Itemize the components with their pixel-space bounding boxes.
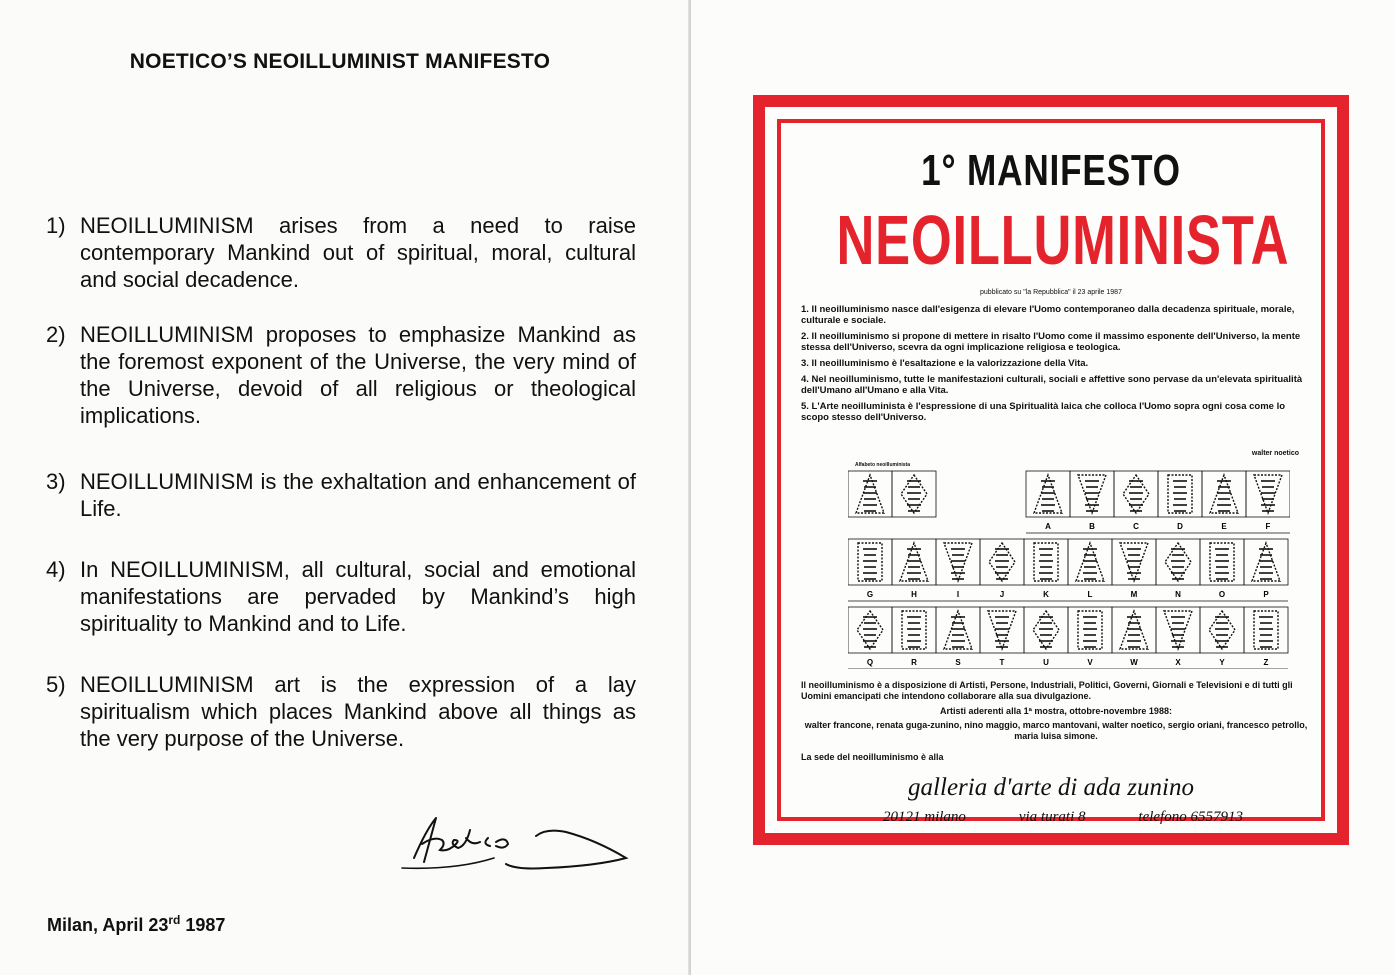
item-text: In NEOILLUMINISM, all cultural, social and emotional manifestations are pervaded by Mankind’s high spirituality to Mankind and to Life.	[80, 557, 636, 636]
alphabet-cell-box	[1070, 471, 1114, 517]
alphabet-cell	[936, 539, 980, 599]
alphabet-cell-box	[980, 607, 1024, 653]
alphabet-letter-label: B	[1089, 522, 1095, 531]
left-page	[0, 0, 690, 975]
alphabet-cell	[936, 607, 980, 667]
alphabet-letter-label: J	[999, 590, 1005, 599]
item-number: 1)	[46, 213, 66, 238]
alphabet-letter-label: T	[999, 658, 1005, 667]
gallery-address	[883, 809, 1243, 826]
alphabet-letter-label: N	[1175, 590, 1181, 599]
alphabet-cell-box	[980, 539, 1024, 585]
alphabet-cell-box	[848, 607, 892, 653]
address-street: via turati 8	[1018, 809, 1086, 825]
alphabet-cell	[1244, 607, 1288, 667]
alphabet-letter-label: L	[1087, 590, 1093, 599]
alphabet-cell	[1068, 539, 1112, 599]
manifesto-poster	[753, 95, 1349, 845]
alphabet-letter-label: Q	[866, 658, 874, 667]
poster-publication-note: pubblicato su "la Repubblica" il 23 aprile 1987	[980, 289, 1122, 296]
alphabet-cell-box	[1024, 607, 1068, 653]
poster-footer	[801, 680, 1311, 763]
poster-item: 4. Nel neoilluminismo, tutte le manifestazioni culturali, sociali e affettive sono pervase da un'elevata spiritualità dell'Umano all'Umano e alla Vita.	[801, 374, 1303, 396]
page-title: NOETICO’S NEOILLUMINIST MANIFESTO	[129, 50, 551, 73]
alphabet-cell-box	[1202, 471, 1246, 517]
poster-title-line1: 1° MANIFESTO	[921, 146, 1181, 195]
seat-text: La sede del neoilluminismo è alla	[801, 752, 944, 762]
alphabet-cell	[1070, 471, 1114, 531]
alphabet-letter-label: O	[1218, 590, 1226, 599]
alphabet-cell-box	[1246, 471, 1290, 517]
alphabet-cell	[1026, 471, 1070, 531]
alphabet-cell-box	[1112, 539, 1156, 585]
alphabet-cell-box	[1200, 539, 1244, 585]
alphabet-letter-label: E	[1221, 522, 1227, 531]
alphabet-cell	[1112, 539, 1156, 599]
alphabet-cell-box	[1112, 607, 1156, 653]
item-text: NEOILLUMINISM art is the expression of a lay spiritualism which places Mankind above all things as the very purpose of the Universe.	[80, 672, 636, 751]
alphabet-letter-label: R	[911, 658, 917, 667]
address-phone: telefono 6557913	[1138, 809, 1243, 825]
alphabet-cell-box	[848, 539, 892, 585]
neoilluminist-alphabet	[848, 465, 1290, 669]
item-number: 5)	[46, 672, 66, 697]
alphabet-cell	[1200, 539, 1244, 599]
alphabet-cell	[892, 539, 936, 599]
date-prefix: Milan, April 23	[47, 915, 169, 935]
alphabet-cell	[1200, 607, 1244, 667]
alphabet-cell-box	[1068, 539, 1112, 585]
alphabet-cell	[1246, 471, 1290, 531]
alphabet-cell	[848, 539, 892, 599]
alphabet-letter-label: H	[911, 590, 917, 599]
alphabet-cell-box	[1024, 539, 1068, 585]
alphabet-cell	[892, 607, 936, 667]
alphabet-letter-label: A	[1045, 522, 1051, 531]
poster-item: 2. Il neoilluminismo si propone di mettere in risalto l'Uomo come il massimo esponente dell'Universo, la mente stessa dell'Universo, scevra da ogni implicazione religiosa e teologica.	[801, 331, 1301, 353]
alphabet-letter-label: D	[1177, 522, 1183, 531]
alphabet-cell-box	[1158, 471, 1202, 517]
alphabet-cell-box	[1068, 607, 1112, 653]
item-text: NEOILLUMINISM is the exhaltation and enhancement of Life.	[80, 469, 636, 521]
alphabet-cell-box	[1156, 539, 1200, 585]
alphabet-cell	[1112, 607, 1156, 667]
alphabet-letter-label: U	[1043, 658, 1049, 667]
alphabet-cell	[1156, 607, 1200, 667]
artists-title: Artisti aderenti alla 1ª mostra, ottobre-novembre 1988:	[940, 706, 1172, 716]
alphabet-letter-label: S	[955, 658, 961, 667]
alphabet-cell-box	[1244, 607, 1288, 653]
manifesto-item	[46, 468, 636, 522]
alphabet-cell	[980, 539, 1024, 599]
alphabet-letter-label: Z	[1263, 658, 1269, 667]
alphabet-cell-box	[936, 607, 980, 653]
alphabet-cell	[1068, 607, 1112, 667]
date-line	[47, 913, 225, 936]
alphabet-letter-label: I	[956, 590, 960, 599]
manifesto-item	[46, 212, 636, 293]
alphabet-cell-box	[1200, 607, 1244, 653]
alphabet-cell	[1156, 539, 1200, 599]
poster-author: walter noetico	[1251, 450, 1299, 457]
alphabet-cell-box	[1244, 539, 1288, 585]
alphabet-cell	[1024, 607, 1068, 667]
alphabet-letter-label: C	[1133, 522, 1139, 531]
item-number: 3)	[46, 469, 66, 494]
alphabet-cell-box	[1026, 471, 1070, 517]
alphabet-cell	[1244, 539, 1288, 599]
poster-item: 3. Il neoilluminismo è l'esaltazione e la valorizzazione della Vita.	[801, 358, 1089, 369]
item-text: NEOILLUMINISM proposes to emphasize Mankind as the foremost exponent of the Universe, the very mind of the Universe, devoid of all religious or theological implications.	[80, 322, 636, 428]
poster-item: 1. Il neoilluminismo nasce dall'esigenza di elevare l'Uomo contemporaneo dalla decadenza spirituale, morale, culturale e sociale.	[801, 304, 1295, 326]
manifesto-item	[46, 556, 636, 637]
poster-title-line2: NEOILLUMINISTA	[836, 201, 1290, 279]
alphabet-intro-glyphs	[848, 471, 936, 517]
signature	[396, 800, 640, 880]
date-year: 1987	[185, 915, 226, 935]
alphabet-cell	[848, 607, 892, 667]
alphabet-letter-label: W	[1130, 658, 1138, 667]
alphabet-letter-label: X	[1175, 658, 1181, 667]
alphabet-letter-label: Y	[1219, 658, 1225, 667]
poster-items	[801, 304, 1311, 428]
alphabet-cell-box	[892, 471, 936, 517]
gallery-name: galleria d'arte di ada zunino	[908, 774, 1194, 801]
alphabet-cell-box	[892, 607, 936, 653]
alphabet-letter-label: M	[1130, 590, 1138, 599]
item-text: NEOILLUMINISM arises from a need to raise contemporary Mankind out of spiritual, moral, cultural and social decadence.	[80, 213, 636, 292]
alphabet-caption: Alfabeto neoilluminista	[855, 462, 911, 468]
alphabet-cell-box	[936, 539, 980, 585]
alphabet-cell	[1202, 471, 1246, 531]
alphabet-letter-label: G	[866, 590, 874, 599]
availability-text: Il neoilluminismo è a disposizione di Artisti, Persone, Industriali, Politici, Governi, Giornali e Televisioni e di tutti gli Uomini emancipati che intendono collaborare alla sua divulgazione.	[801, 680, 1293, 701]
item-number: 2)	[46, 322, 66, 347]
alphabet-cell-box	[1156, 607, 1200, 653]
alphabet-cell	[1114, 471, 1158, 531]
artists-list: walter francone, renata guga-zunino, nino maggio, marco mantovani, walter noetico, sergio oriani, francesco petrollo, maria luisa simone.	[804, 720, 1308, 741]
item-number: 4)	[46, 557, 66, 582]
address-postal: 20121 milano	[883, 809, 966, 825]
alphabet-letter-label: F	[1265, 522, 1271, 531]
alphabet-cell	[1158, 471, 1202, 531]
alphabet-cell	[980, 607, 1024, 667]
poster-item: 5. L'Arte neoilluminista è l'espressione di una Spiritualità laica che colloca l'Uomo sopra ogni cosa come lo scopo stesso dell'Universo.	[801, 401, 1286, 423]
date-suffix: rd	[168, 913, 181, 927]
manifesto-item	[46, 321, 636, 429]
alphabet-cell-box	[848, 471, 892, 517]
alphabet-cell	[1024, 539, 1068, 599]
manifesto-item	[46, 671, 636, 752]
alphabet-cell-box	[1114, 471, 1158, 517]
alphabet-letter-label: P	[1263, 590, 1269, 599]
alphabet-letter-label: V	[1087, 658, 1093, 667]
alphabet-letter-label: K	[1043, 590, 1049, 599]
alphabet-cell-box	[892, 539, 936, 585]
